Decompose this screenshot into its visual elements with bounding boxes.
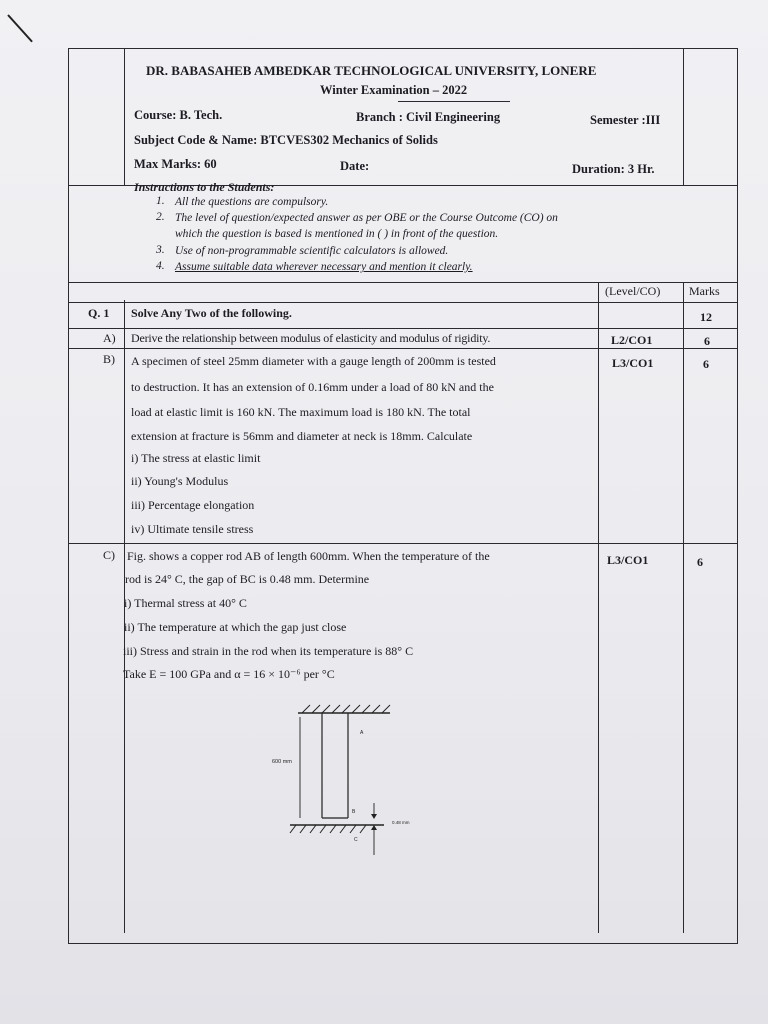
instructions-title: Instructions to the Students: bbox=[134, 180, 275, 194]
part-c-sub-i: i) Thermal stress at 40° C bbox=[124, 596, 247, 610]
gap-label: 0.48 mm bbox=[392, 820, 410, 825]
point-c-label: C bbox=[354, 837, 358, 843]
instruction-3: Use of non-programmable scientific calculators is allowed. bbox=[175, 245, 449, 257]
part-b-marks: 6 bbox=[703, 357, 709, 371]
instruction-1: All the questions are compulsory. bbox=[175, 196, 329, 208]
exam-title: Winter Examination – 2022 bbox=[320, 83, 468, 97]
university-name: DR. BABASAHEB AMBEDKAR TECHNOLOGICAL UNIVERSITY, LONERE bbox=[146, 63, 597, 78]
part-c-given-data: Take E = 100 GPa and α = 16 × 10⁻⁶ per °C bbox=[123, 667, 335, 681]
part-c-sub-ii: ii) The temperature at which the gap just close bbox=[124, 620, 347, 634]
part-b-level: L3/CO1 bbox=[612, 356, 654, 370]
instruction-2-num: 2. bbox=[156, 211, 165, 223]
bottom-support-hatching bbox=[290, 825, 366, 833]
part-a-text: Derive the relationship between modulus of elasticity and modulus of rigidity. bbox=[131, 331, 491, 345]
subject-code-name: Subject Code & Name: BTCVES302 Mechanics of Solids bbox=[134, 133, 438, 147]
marks-header: Marks bbox=[689, 284, 720, 298]
part-b-sub-i: i) The stress at elastic limit bbox=[131, 451, 261, 465]
point-a-label: A bbox=[360, 730, 364, 736]
date-label: Date: bbox=[340, 159, 370, 173]
pen-mark bbox=[7, 14, 33, 42]
instructions-bottom-line bbox=[68, 282, 738, 283]
max-marks: Max Marks: 60 bbox=[134, 157, 217, 171]
left-col-line-top bbox=[124, 48, 125, 185]
part-c-label: C) bbox=[103, 548, 115, 562]
instruction-4: Assume suitable data wherever necessary and mention it clearly. bbox=[175, 261, 473, 273]
gap-arrowhead-top bbox=[371, 814, 377, 819]
instruction-3-num: 3. bbox=[156, 244, 165, 256]
part-c-line-2: rod is 24° C, the gap of BC is 0.48 mm. Determine bbox=[125, 572, 370, 586]
part-c-level: L3/CO1 bbox=[607, 553, 649, 567]
level-col-line bbox=[598, 282, 599, 933]
top-support-hatching bbox=[302, 705, 390, 713]
instruction-1-num: 1. bbox=[156, 195, 165, 207]
part-b-sub-iv: iv) Ultimate tensile stress bbox=[131, 522, 254, 536]
duration: Duration: 3 Hr. bbox=[572, 162, 655, 176]
column-header-line bbox=[68, 302, 738, 303]
part-a-level: L2/CO1 bbox=[611, 333, 653, 347]
right-col-line-top bbox=[683, 48, 684, 185]
course: Course: B. Tech. bbox=[134, 108, 223, 122]
length-label: 600 mm bbox=[272, 759, 292, 765]
part-b-sub-ii: ii) Young's Modulus bbox=[131, 474, 229, 488]
part-b-line-4: extension at fracture is 56mm and diameter at neck is 18mm. Calculate bbox=[131, 429, 473, 443]
level-co-header: (Level/CO) bbox=[605, 284, 661, 298]
part-b-line-2: to destruction. It has an extension of 0.16mm under a load of 80 kN and the bbox=[131, 380, 494, 394]
part-a-marks: 6 bbox=[704, 334, 710, 348]
part-b-sub-iii: iii) Percentage elongation bbox=[131, 498, 255, 512]
left-col-line bbox=[124, 300, 125, 933]
part-b-label: B) bbox=[103, 352, 115, 366]
question-number: Q. 1 bbox=[88, 306, 110, 320]
gap-arrowhead-bottom bbox=[371, 825, 377, 830]
part-c-line-1: Fig. shows a copper rod AB of length 600mm. When the temperature of the bbox=[127, 549, 490, 563]
question-heading: Solve Any Two of the following. bbox=[131, 306, 292, 320]
question-marks: 12 bbox=[700, 310, 712, 324]
marks-col-line bbox=[683, 282, 684, 933]
part-a-label: A) bbox=[103, 331, 116, 345]
instruction-4-num: 4. bbox=[156, 260, 165, 272]
part-c-sub-iii: iii) Stress and strain in the rod when its temperature is 88° C bbox=[123, 644, 414, 658]
point-b-label: B bbox=[352, 809, 356, 815]
part-b-row-line bbox=[68, 543, 738, 544]
semester: Semester :III bbox=[590, 113, 661, 127]
part-a-row-line bbox=[68, 348, 738, 349]
instruction-2-line-2: which the question is based is mentioned in ( ) in front of the question. bbox=[175, 228, 499, 240]
part-b-line-1: A specimen of steel 25mm diameter with a gauge length of 200mm is tested bbox=[131, 354, 496, 368]
branch: Branch : Civil Engineering bbox=[356, 110, 501, 124]
part-b-line-3: load at elastic limit is 160 kN. The maximum load is 180 kN. The total bbox=[131, 405, 471, 419]
part-c-marks: 6 bbox=[697, 555, 703, 569]
q1-row-line bbox=[68, 328, 738, 329]
copper-rod-figure bbox=[250, 695, 450, 860]
instruction-2-line-1: The level of question/expected answer as per OBE or the Course Outcome (CO) on bbox=[175, 212, 558, 224]
exam-title-underline bbox=[398, 101, 510, 102]
